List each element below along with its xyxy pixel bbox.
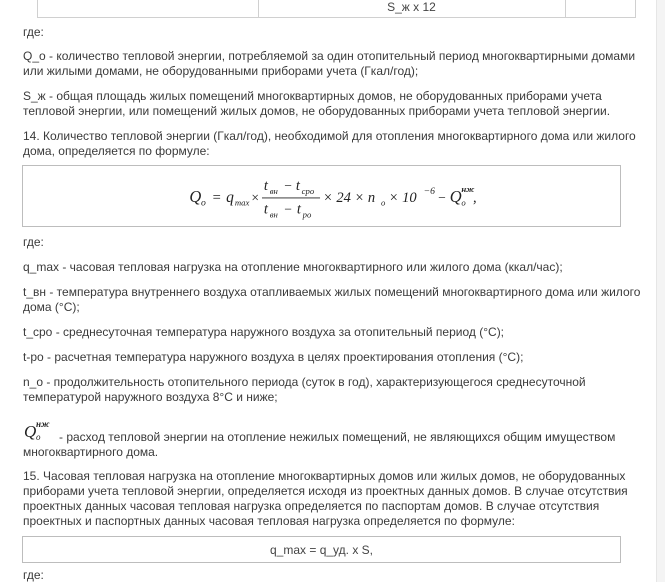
table-row: [37, 0, 636, 18]
definition-qmax: q_max - часовая тепловая нагрузка на отопление многоквартирного или жилого дома (ккал/час);: [23, 260, 563, 274]
formula-eq: =: [212, 189, 221, 206]
formula-times-10: × 10: [388, 189, 417, 206]
formula-minus-bot: −: [284, 201, 292, 217]
paragraph-14: 14. Количество тепловой энергии (Гкал/год), необходимой для отопления многоквартирного дома или жилого дома, определяется по формуле:: [23, 129, 636, 158]
table-cell-empty: [38, 0, 259, 17]
formula-t-vn-top: t: [263, 178, 268, 195]
formula-sro-sub: сро: [301, 186, 315, 197]
definition-no: n_о - продолжительность отопительного периода (суток в год), характеризующегося среднесуточной температурой наружного воздуха 8°С и ниже;: [23, 375, 586, 404]
definition-tsro: t_сро - среднесуточная температура наружного воздуха за отопительный период (°С);: [23, 325, 505, 339]
formula-minus: −: [438, 189, 446, 205]
formula-comma: ,: [472, 189, 477, 206]
definition-tro: t-ро - расчетная температура наружного воздуха в целях проектирования отопления (°С);: [23, 350, 524, 364]
definition-tvn: t_вн - температура внутреннего воздуха отапливаемых жилых помещений многоквартирного дома или жилого дома (°С);: [23, 285, 641, 314]
formula-box-2: q_max = q_уд. x S,: [22, 536, 621, 563]
formula-vn-sub-top: вн: [269, 186, 278, 197]
where-label: где:: [23, 568, 44, 582]
formula-Q-nz: Q: [449, 186, 462, 206]
definition-qnz-text: - расход тепловой энергии на отопление нежилых помещений, не являющихся общим имуществом многоквартирного дома.: [23, 430, 616, 459]
formula-Q-sub: o: [201, 197, 206, 209]
formula-Q: Q: [189, 186, 202, 206]
formula-q: q: [226, 188, 234, 206]
formula-Q-nz-sup: нж: [461, 184, 475, 195]
formula-times-24-n: × 24 × n: [322, 189, 376, 206]
heat-energy-formula: [23, 166, 620, 226]
paragraph-15: 15. Часовая тепловая нагрузка на отопление многоквартирных домов или жилых домов, не оборудованных приборами учета тепловой энергии, определяется исходя из проектных данных домов. В случае отсутствия проектных данных часовая тепловая нагрузка определяется по паспортам домов. В случае отсутствия проектных и паспортных данных часовая тепловая нагрузка определяется по формуле:: [23, 469, 628, 528]
where-label: где:: [23, 25, 44, 39]
symbol-Q: Q: [24, 422, 37, 441]
formula-t-ro: t: [296, 201, 301, 218]
symbol-sup: нж: [36, 419, 50, 429]
where-label: где:: [23, 235, 44, 249]
symbol-sub: o: [36, 432, 41, 442]
vertical-scrollbar[interactable]: [656, 0, 665, 582]
formula-Q-nz-sub: o: [461, 197, 466, 208]
formula-times: ×: [251, 189, 259, 205]
formula-box: [22, 165, 621, 227]
formula-vn-sub-bot: вн: [269, 209, 278, 220]
formula-ro-sub: ро: [302, 209, 312, 220]
formula-q-sub: max: [234, 197, 250, 208]
definition-qo: Q_o - количество тепловой энергии, потребляемой за один отопительный период многоквартирными домами или жилыми домами, не оборудованными приборами учета (Гкал/год);: [23, 49, 636, 78]
formula-t-vn-bot: t: [263, 201, 268, 218]
formula-n-sub: o: [381, 197, 386, 208]
definition-sz: S_ж - общая площадь жилых помещений многоквартирных домов, не оборудованных приборами учета тепловой энергии, или помещений жилых домов, не оборудованных приборами учета тепловой энергии.: [23, 89, 611, 118]
formula-minus-top: −: [284, 178, 292, 194]
formula-exponent: −6: [423, 186, 435, 198]
table-cell-formula: S_ж x 12: [258, 0, 566, 17]
definition-qnz: [23, 430, 645, 460]
formula-t-sro: t: [295, 178, 300, 195]
